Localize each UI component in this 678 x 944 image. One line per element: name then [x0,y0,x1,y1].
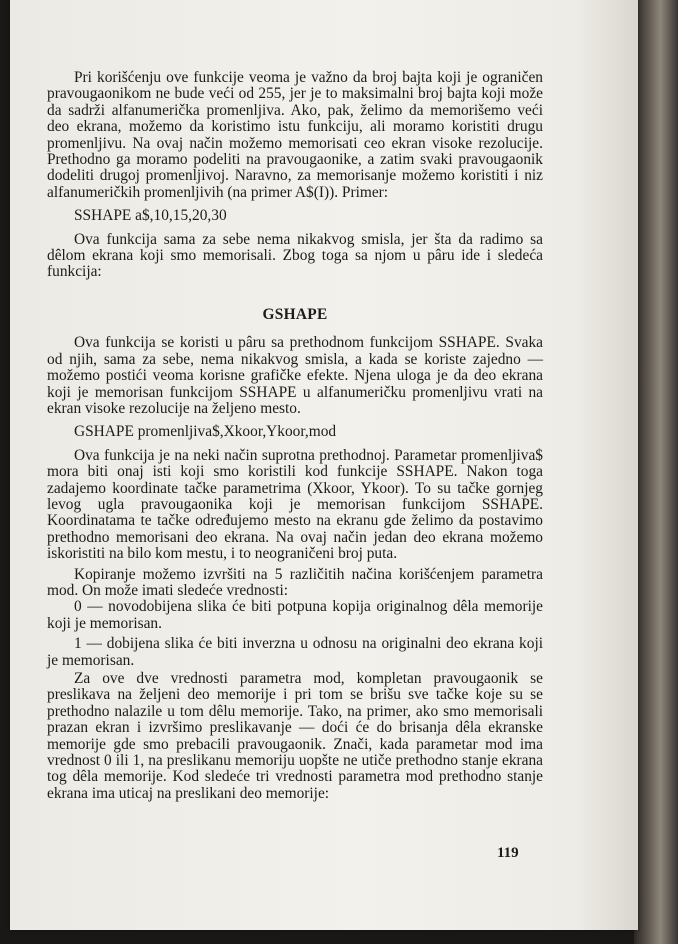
section-heading-gshape: GSHAPE [262,305,328,323]
paragraph-mod-0: 0 — novodobijena slika će biti potpuna kopija originalnog dêla memorije koji je memorisan. [47,598,543,632]
code-example-sshape: SSHAPE a$,10,15,20,30 [74,207,227,225]
paragraph-mod-explanation: Za ove dve vrednosti parametra mod, kompletan pravougaonik se preslikava na željeni deo memorije i pri tom se brišu sve tačke koje su se prethodno nalazile u tom dêlu memorije. Tako, na primer, ako smo memorisali prazan ekran i izvršimo preslikavanje — doći će do brisanja dêla ekranske memorije gde smo prebacili pravougaonik. Znači, kada parametar mod ima vrednost 0 ili 1, na preslikanu memoriju uopšte ne utiče prethodno stanje ekrana tog dêla memorije. Kod sledeće tri vrednosti parametra mod prethodno stanje ekrana ima uticaj na preslikani deo memorije: [47,670,543,802]
paragraph-mod-1: 1 — dobijena slika će biti inverzna u odnosu na originalni deo ekrana koji je memorisan. [47,635,543,669]
book-spine-edge [634,0,678,944]
code-syntax-gshape: GSHAPE promenljiva$,Xkoor,Ykoor,mod [74,423,337,441]
book-page [10,0,638,930]
paragraph-gshape-intro: Ova funkcija se koristi u pâru sa prethodnom funkcijom SSHAPE. Svaka od njih, sama za sebe, nema nikakvog smisla, a kada se koriste zajedno — možemo postići veoma korisne grafičke efekte. Njena uloga je da deo ekrana koji je memorisan funkcijom SSHAPE u alfanumeričku promenljivu vrati na ekran visoke rezolucije na željeno mesto. [47,334,543,417]
paragraph-mod-intro: Kopiranje možemo izvršiti na 5 različitih načina korišćenjem parametra mod. On može imati sledeće vrednosti: [47,565,543,599]
paragraph-gshape-parameters: Ova funkcija je na neki način suprotna prethodnoj. Parametar promenljiva$ mora biti onaj isti koji smo koristili kod funkcije SSHAPE. Nakon toga zadajemo koordinate tačke parametrima (Xkoor, Ykoor). To su tačke gornjeg levog ugla pravougaonika koji je memorisan funkcijom SSHAPE. Koordinatama te tačke određujemo mesto na ekranu gde želimo da postavimo prethodno memorisani deo ekrana. Na ovaj način jedan deo ekrana možemo iskoristiti na bilo kom mestu, i to neograničeni broj puta. [47,446,543,563]
page-number: 119 [497,845,519,861]
page-text [47,70,543,802]
paragraph-sshape-usage: Pri korišćenju ove funkcije veoma je važno da broj bajta koji je ograničen pravougaonikom ne bude veći od 255, jer je to maksimalni broj bajta koji može da sadrži alfanumerička promenljiva. Ako, pak, želimo da memorišemo veći deo ekrana, možemo da koristimo istu funkciju, ali moramo koristiti drugu promenljivu. Na ovaj način možemo memorisati ceo ekran visoke rezolucije. Prethodno ga moramo podeliti na pravougaonike, a zatim svaki pravougaonik dodeliti drugoj promenljivoj. Naravno, za memorisanje možemo koristiti i niz alfanumeričkih promenljivih (na primer A$(I)). Primer: [47,69,543,201]
paragraph-sshape-meaning: Ova funkcija sama za sebe nema nikakvog smisla, jer šta da radimo sa dêlom ekrana koji smo memorisali. Zbog toga sa njom u pâru ide i sledeća funkcija: [47,230,543,281]
